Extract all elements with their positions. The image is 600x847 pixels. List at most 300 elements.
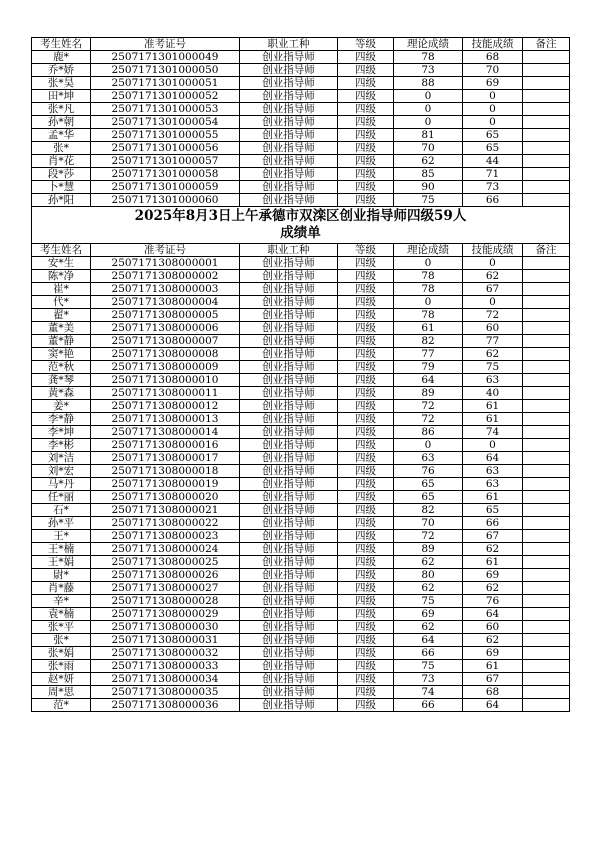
cell-name: 乔*娇: [32, 64, 91, 77]
cell-skill-score: 0: [463, 116, 523, 129]
table-row: [32, 647, 570, 660]
cell-level: 四级: [338, 699, 394, 712]
cell-exam-id: 2507171301000056: [91, 142, 240, 155]
cell-occupation: 创业指导师: [240, 116, 338, 129]
cell-exam-id: 2507171308000032: [91, 647, 240, 660]
cell-theory-score: 0: [394, 116, 463, 129]
cell-level: 四级: [338, 361, 394, 374]
table-row: [32, 400, 570, 413]
table-row: [32, 322, 570, 335]
table-row: [32, 530, 570, 543]
cell-theory-score: 89: [394, 543, 463, 556]
cell-exam-id: 2507171301000054: [91, 116, 240, 129]
cell-skill-score: 62: [463, 634, 523, 647]
cell-occupation: 创业指导师: [240, 699, 338, 712]
table-row: [32, 569, 570, 582]
cell-skill-score: 69: [463, 647, 523, 660]
cell-theory-score: 62: [394, 155, 463, 168]
cell-theory-score: 64: [394, 374, 463, 387]
cell-level: 四级: [338, 413, 394, 426]
cell-theory-score: 78: [394, 270, 463, 283]
cell-level: 四级: [338, 194, 394, 207]
cell-name: 董*静: [32, 335, 91, 348]
table-row: [32, 155, 570, 168]
table-row: [32, 387, 570, 400]
header-remarks: 备注: [523, 38, 570, 51]
cell-level: 四级: [338, 181, 394, 194]
table-row: [32, 335, 570, 348]
table-row: [32, 478, 570, 491]
cell-remarks: [523, 647, 570, 660]
cell-theory-score: 85: [394, 168, 463, 181]
cell-name: 张*: [32, 634, 91, 647]
cell-occupation: 创业指导师: [240, 400, 338, 413]
cell-exam-id: 2507171308000023: [91, 530, 240, 543]
table-row: [32, 699, 570, 712]
cell-level: 四级: [338, 168, 394, 181]
cell-name: 张*: [32, 142, 91, 155]
cell-theory-score: 63: [394, 452, 463, 465]
cell-skill-score: 0: [463, 90, 523, 103]
cell-exam-id: 2507171301000052: [91, 90, 240, 103]
cell-remarks: [523, 595, 570, 608]
cell-occupation: 创业指导师: [240, 530, 338, 543]
cell-theory-score: 78: [394, 51, 463, 64]
cell-exam-id: 2507171308000003: [91, 283, 240, 296]
cell-occupation: 创业指导师: [240, 504, 338, 517]
cell-exam-id: 2507171308000028: [91, 595, 240, 608]
cell-theory-score: 86: [394, 426, 463, 439]
cell-theory-score: 77: [394, 348, 463, 361]
cell-occupation: 创业指导师: [240, 103, 338, 116]
cell-exam-id: 2507171308000030: [91, 621, 240, 634]
cell-name: 翟*: [32, 309, 91, 322]
cell-name: 王*楠: [32, 543, 91, 556]
cell-occupation: 创业指导师: [240, 361, 338, 374]
cell-level: 四级: [338, 283, 394, 296]
table-row: [32, 439, 570, 452]
cell-exam-id: 2507171308000013: [91, 413, 240, 426]
cell-skill-score: 66: [463, 517, 523, 530]
cell-name: 卜*慧: [32, 181, 91, 194]
table-row: [32, 374, 570, 387]
cell-name: 张*平: [32, 621, 91, 634]
cell-exam-id: 2507171308000010: [91, 374, 240, 387]
cell-exam-id: 2507171301000049: [91, 51, 240, 64]
cell-level: 四级: [338, 374, 394, 387]
cell-exam-id: 2507171308000007: [91, 335, 240, 348]
cell-occupation: 创业指导师: [240, 51, 338, 64]
table-row: [32, 543, 570, 556]
cell-level: 四级: [338, 465, 394, 478]
cell-remarks: [523, 77, 570, 90]
cell-skill-score: 65: [463, 129, 523, 142]
cell-occupation: 创业指导师: [240, 673, 338, 686]
cell-theory-score: 72: [394, 413, 463, 426]
cell-occupation: 创业指导师: [240, 374, 338, 387]
cell-name: 李*彬: [32, 439, 91, 452]
cell-level: 四级: [338, 64, 394, 77]
cell-level: 四级: [338, 569, 394, 582]
cell-occupation: 创业指导师: [240, 608, 338, 621]
cell-remarks: [523, 400, 570, 413]
table-row: [32, 296, 570, 309]
cell-skill-score: 73: [463, 181, 523, 194]
cell-remarks: [523, 322, 570, 335]
cell-skill-score: 62: [463, 582, 523, 595]
cell-exam-id: 2507171308000017: [91, 452, 240, 465]
cell-skill-score: 63: [463, 465, 523, 478]
cell-skill-score: 64: [463, 452, 523, 465]
section-title: [32, 207, 570, 244]
table-row: [32, 465, 570, 478]
table-row: [32, 634, 570, 647]
cell-exam-id: 2507171308000026: [91, 569, 240, 582]
cell-name: 袁*楠: [32, 608, 91, 621]
cell-level: 四级: [338, 673, 394, 686]
cell-name: 赵*妍: [32, 673, 91, 686]
cell-level: 四级: [338, 142, 394, 155]
cell-occupation: 创业指导师: [240, 296, 338, 309]
cell-exam-id: 2507171308000020: [91, 491, 240, 504]
cell-theory-score: 62: [394, 621, 463, 634]
cell-occupation: 创业指导师: [240, 556, 338, 569]
cell-level: 四级: [338, 478, 394, 491]
cell-occupation: 创业指导师: [240, 621, 338, 634]
cell-exam-id: 2507171308000024: [91, 543, 240, 556]
cell-exam-id: 2507171308000031: [91, 634, 240, 647]
table-row: [32, 686, 570, 699]
cell-remarks: [523, 439, 570, 452]
cell-remarks: [523, 129, 570, 142]
cell-name: 孙*阳: [32, 194, 91, 207]
cell-level: 四级: [338, 155, 394, 168]
header-row: [32, 38, 570, 51]
cell-name: 范*秋: [32, 361, 91, 374]
cell-remarks: [523, 608, 570, 621]
cell-exam-id: 2507171308000005: [91, 309, 240, 322]
cell-exam-id: 2507171308000022: [91, 517, 240, 530]
cell-remarks: [523, 582, 570, 595]
cell-theory-score: 61: [394, 322, 463, 335]
cell-theory-score: 88: [394, 77, 463, 90]
cell-occupation: 创业指导师: [240, 465, 338, 478]
cell-remarks: [523, 335, 570, 348]
cell-remarks: [523, 426, 570, 439]
cell-skill-score: 0: [463, 103, 523, 116]
table-row: [32, 582, 570, 595]
cell-theory-score: 79: [394, 361, 463, 374]
cell-skill-score: 72: [463, 309, 523, 322]
cell-level: 四级: [338, 491, 394, 504]
cell-exam-id: 2507171308000029: [91, 608, 240, 621]
cell-occupation: 创业指导师: [240, 582, 338, 595]
cell-theory-score: 62: [394, 582, 463, 595]
cell-exam-id: 2507171308000004: [91, 296, 240, 309]
header-row-2: [32, 244, 570, 257]
cell-skill-score: 67: [463, 673, 523, 686]
table-row: [32, 168, 570, 181]
cell-skill-score: 67: [463, 283, 523, 296]
table-row: [32, 660, 570, 673]
cell-level: 四级: [338, 530, 394, 543]
section-title-line1: 2025年8月3日上午承德市双滦区创业指导师四级59人: [134, 208, 467, 224]
cell-name: 黄*森: [32, 387, 91, 400]
cell-occupation: 创业指导师: [240, 413, 338, 426]
table-row: [32, 181, 570, 194]
cell-remarks: [523, 374, 570, 387]
header-remarks: 备注: [523, 244, 570, 257]
cell-theory-score: 65: [394, 478, 463, 491]
cell-remarks: [523, 543, 570, 556]
cell-name: 孙*平: [32, 517, 91, 530]
cell-skill-score: 40: [463, 387, 523, 400]
cell-remarks: [523, 309, 570, 322]
cell-level: 四级: [338, 621, 394, 634]
cell-skill-score: 44: [463, 155, 523, 168]
cell-remarks: [523, 168, 570, 181]
cell-level: 四级: [338, 595, 394, 608]
cell-skill-score: 0: [463, 257, 523, 270]
cell-exam-id: 2507171308000014: [91, 426, 240, 439]
score-sheet: [31, 37, 569, 712]
cell-name: 鹿*: [32, 51, 91, 64]
cell-occupation: 创业指导师: [240, 64, 338, 77]
cell-exam-id: 2507171308000011: [91, 387, 240, 400]
cell-name: 范*: [32, 699, 91, 712]
cell-exam-id: 2507171308000036: [91, 699, 240, 712]
cell-remarks: [523, 103, 570, 116]
cell-name: 辛*: [32, 595, 91, 608]
cell-theory-score: 76: [394, 465, 463, 478]
cell-skill-score: 63: [463, 374, 523, 387]
cell-theory-score: 73: [394, 673, 463, 686]
cell-level: 四级: [338, 296, 394, 309]
header-theory-score: 理论成绩: [394, 244, 463, 257]
cell-name: 肖*花: [32, 155, 91, 168]
cell-level: 四级: [338, 103, 394, 116]
cell-level: 四级: [338, 348, 394, 361]
cell-level: 四级: [338, 129, 394, 142]
cell-skill-score: 68: [463, 51, 523, 64]
cell-skill-score: 68: [463, 686, 523, 699]
cell-theory-score: 0: [394, 257, 463, 270]
cell-skill-score: 71: [463, 168, 523, 181]
cell-theory-score: 78: [394, 309, 463, 322]
cell-theory-score: 66: [394, 647, 463, 660]
cell-level: 四级: [338, 582, 394, 595]
cell-remarks: [523, 621, 570, 634]
cell-level: 四级: [338, 543, 394, 556]
cell-occupation: 创业指导师: [240, 348, 338, 361]
header-skill-score: 技能成绩: [463, 244, 523, 257]
header-skill-score: 技能成绩: [463, 38, 523, 51]
cell-level: 四级: [338, 270, 394, 283]
cell-skill-score: 0: [463, 296, 523, 309]
cell-theory-score: 90: [394, 181, 463, 194]
table-row: [32, 673, 570, 686]
cell-theory-score: 66: [394, 699, 463, 712]
cell-exam-id: 2507171308000008: [91, 348, 240, 361]
cell-remarks: [523, 413, 570, 426]
cell-theory-score: 80: [394, 569, 463, 582]
cell-occupation: 创业指导师: [240, 129, 338, 142]
cell-name: 窦*艳: [32, 348, 91, 361]
cell-theory-score: 82: [394, 504, 463, 517]
table-row: [32, 426, 570, 439]
table-row: [32, 608, 570, 621]
table-row: [32, 51, 570, 64]
cell-skill-score: 66: [463, 194, 523, 207]
cell-occupation: 创业指导师: [240, 452, 338, 465]
cell-exam-id: 2507171308000002: [91, 270, 240, 283]
cell-remarks: [523, 556, 570, 569]
cell-name: 尉*: [32, 569, 91, 582]
cell-exam-id: 2507171301000060: [91, 194, 240, 207]
header-theory-score: 理论成绩: [394, 38, 463, 51]
cell-theory-score: 62: [394, 556, 463, 569]
cell-level: 四级: [338, 608, 394, 621]
cell-level: 四级: [338, 335, 394, 348]
cell-occupation: 创业指导师: [240, 543, 338, 556]
cell-name: 陈*净: [32, 270, 91, 283]
cell-occupation: 创业指导师: [240, 569, 338, 582]
table-row: [32, 257, 570, 270]
cell-skill-score: 62: [463, 543, 523, 556]
cell-remarks: [523, 686, 570, 699]
cell-occupation: 创业指导师: [240, 257, 338, 270]
table-row: [32, 348, 570, 361]
cell-skill-score: 74: [463, 426, 523, 439]
cell-remarks: [523, 699, 570, 712]
cell-occupation: 创业指导师: [240, 322, 338, 335]
cell-remarks: [523, 660, 570, 673]
cell-name: 董*美: [32, 322, 91, 335]
cell-occupation: 创业指导师: [240, 168, 338, 181]
header-level: 等级: [338, 38, 394, 51]
cell-exam-id: 2507171301000050: [91, 64, 240, 77]
cell-theory-score: 73: [394, 64, 463, 77]
section-title-row: [32, 207, 570, 244]
cell-theory-score: 75: [394, 595, 463, 608]
cell-skill-score: 64: [463, 699, 523, 712]
cell-skill-score: 75: [463, 361, 523, 374]
cell-remarks: [523, 517, 570, 530]
cell-skill-score: 63: [463, 478, 523, 491]
table-row: [32, 270, 570, 283]
cell-occupation: 创业指导师: [240, 194, 338, 207]
cell-name: 周*思: [32, 686, 91, 699]
table-row: [32, 595, 570, 608]
cell-name: 崔*: [32, 283, 91, 296]
cell-level: 四级: [338, 647, 394, 660]
table-row: [32, 413, 570, 426]
cell-exam-id: 2507171308000027: [91, 582, 240, 595]
cell-skill-score: 67: [463, 530, 523, 543]
cell-theory-score: 82: [394, 335, 463, 348]
cell-name: 张*雨: [32, 660, 91, 673]
cell-exam-id: 2507171308000001: [91, 257, 240, 270]
cell-level: 四级: [338, 257, 394, 270]
cell-skill-score: 0: [463, 439, 523, 452]
cell-level: 四级: [338, 660, 394, 673]
cell-occupation: 创业指导师: [240, 478, 338, 491]
table-row: [32, 452, 570, 465]
cell-level: 四级: [338, 439, 394, 452]
score-table-body: [32, 38, 570, 712]
cell-remarks: [523, 64, 570, 77]
cell-theory-score: 64: [394, 634, 463, 647]
cell-skill-score: 60: [463, 621, 523, 634]
cell-exam-id: 2507171301000059: [91, 181, 240, 194]
cell-remarks: [523, 257, 570, 270]
cell-theory-score: 78: [394, 283, 463, 296]
table-row: [32, 64, 570, 77]
cell-remarks: [523, 283, 570, 296]
cell-remarks: [523, 569, 570, 582]
cell-theory-score: 65: [394, 491, 463, 504]
cell-theory-score: 74: [394, 686, 463, 699]
cell-occupation: 创业指导师: [240, 686, 338, 699]
cell-name: 安*生: [32, 257, 91, 270]
section-title-line2: 成绩单: [280, 225, 321, 241]
cell-remarks: [523, 387, 570, 400]
cell-skill-score: 76: [463, 595, 523, 608]
cell-exam-id: 2507171301000053: [91, 103, 240, 116]
cell-exam-id: 2507171301000051: [91, 77, 240, 90]
cell-exam-id: 2507171308000033: [91, 660, 240, 673]
cell-name: 张*娟: [32, 647, 91, 660]
table-row: [32, 504, 570, 517]
cell-occupation: 创业指导师: [240, 647, 338, 660]
cell-name: 龚*琴: [32, 374, 91, 387]
cell-skill-score: 64: [463, 608, 523, 621]
cell-name: 李*静: [32, 413, 91, 426]
cell-occupation: 创业指导师: [240, 335, 338, 348]
cell-level: 四级: [338, 426, 394, 439]
cell-name: 马*丹: [32, 478, 91, 491]
cell-skill-score: 70: [463, 64, 523, 77]
cell-skill-score: 65: [463, 504, 523, 517]
cell-theory-score: 72: [394, 400, 463, 413]
cell-occupation: 创业指导师: [240, 90, 338, 103]
cell-theory-score: 0: [394, 439, 463, 452]
cell-skill-score: 62: [463, 270, 523, 283]
cell-theory-score: 75: [394, 660, 463, 673]
cell-level: 四级: [338, 634, 394, 647]
cell-theory-score: 0: [394, 296, 463, 309]
cell-remarks: [523, 51, 570, 64]
cell-occupation: 创业指导师: [240, 181, 338, 194]
table-row: [32, 491, 570, 504]
cell-theory-score: 0: [394, 90, 463, 103]
cell-name: 田*坤: [32, 90, 91, 103]
cell-level: 四级: [338, 686, 394, 699]
cell-theory-score: 0: [394, 103, 463, 116]
cell-theory-score: 70: [394, 142, 463, 155]
cell-theory-score: 69: [394, 608, 463, 621]
cell-remarks: [523, 673, 570, 686]
cell-name: 姜*: [32, 400, 91, 413]
cell-skill-score: 62: [463, 348, 523, 361]
table-row: [32, 103, 570, 116]
cell-skill-score: 61: [463, 400, 523, 413]
cell-remarks: [523, 348, 570, 361]
table-row: [32, 129, 570, 142]
cell-skill-score: 65: [463, 142, 523, 155]
cell-name: 张*凡: [32, 103, 91, 116]
cell-remarks: [523, 504, 570, 517]
